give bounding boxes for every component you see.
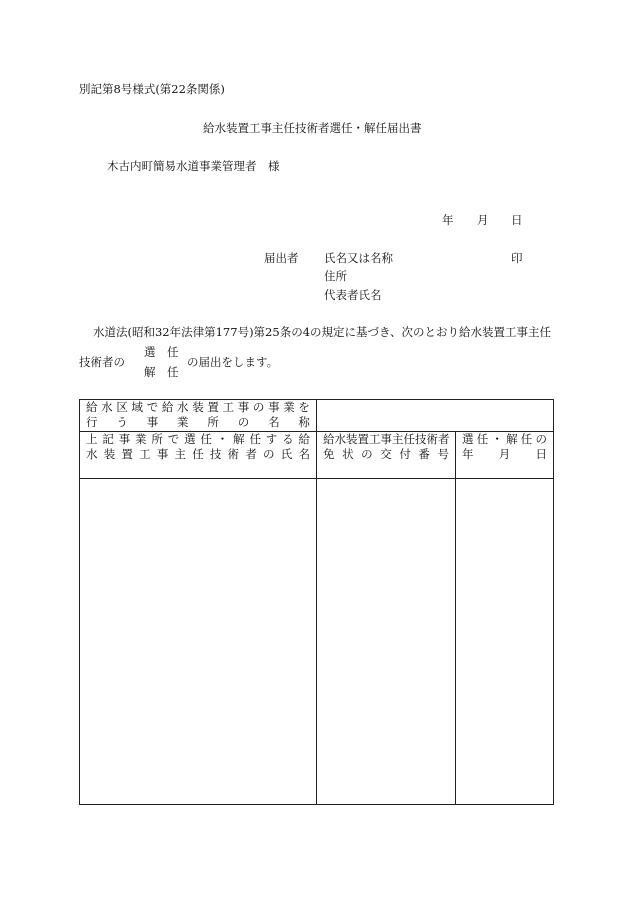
option-appoint: 選 任 (144, 345, 179, 359)
header-license (317, 432, 456, 479)
office-name-field[interactable] (317, 400, 554, 432)
date-field[interactable] (456, 479, 554, 805)
header-date-line2: 年 月 日 (462, 447, 547, 461)
body-text-prefix: 技術者の (79, 355, 125, 369)
option-dismiss: 解 任 (144, 365, 179, 379)
seal-mark: 印 (511, 251, 523, 265)
license-number-field[interactable] (317, 479, 456, 805)
body-text-line1: 水道法(昭和32年法律第177号)第25条の4の規定に基づき、次のとおり給水装置工事主任 (93, 325, 552, 339)
addressee: 木古内町簡易水道事業管理者 様 (107, 159, 280, 173)
applicant-rep-label: 代表者氏名 (324, 288, 382, 302)
date-month: 月 (477, 213, 489, 227)
name-field[interactable] (80, 479, 317, 805)
header-name-line2: 水 装 置 工 事 主 任 技 術 者 の 氏 名 (86, 447, 310, 461)
office-name-label-cell (80, 400, 317, 432)
date-day: 日 (511, 213, 523, 227)
header-date-line1: 選 任 ・ 解 任 の (462, 432, 547, 446)
date-year: 年 (442, 213, 454, 227)
form-id: 別記第8号様式(第22条関係) (79, 82, 225, 96)
applicant-address-label: 住所 (324, 269, 347, 283)
header-license-line1: 給 水 装 置 工 事 主 任 技 術 者 (323, 432, 450, 446)
header-name (80, 432, 317, 479)
header-license-line2: 免 状 の 交 付 番 号 (323, 447, 449, 461)
document-title: 給水装置工事主任技術者選任・解任届出書 (203, 121, 422, 135)
body-text-suffix: の届出をします。 (187, 355, 279, 369)
header-name-line1: 上 記 事 業 所 で 選 任 ・ 解 任 す る 給 (86, 432, 310, 446)
report-table (79, 399, 554, 805)
header-date (456, 432, 554, 479)
applicant-name-label: 氏名又は名称 (324, 251, 393, 265)
applicant-label: 届出者 (264, 251, 299, 265)
office-label-line1: 給 水 区 域 で 給 水 装 置 工 事 の 事 業 を (86, 400, 310, 414)
office-label-line2: 行 う 事 業 所 の 名 称 (86, 415, 310, 429)
